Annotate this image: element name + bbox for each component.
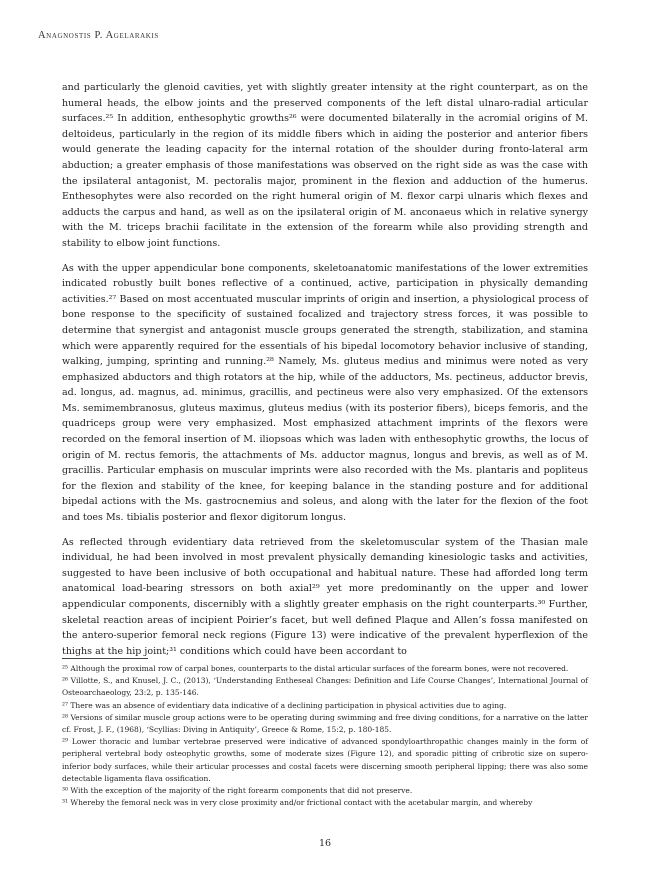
footnote: ²⁸ Versions of similar muscle group actions were to be operating during swimming and free diving conditions, for a narrative on the latter cf. Frost, J. F., (1968), ‘Scyllias: Diving in Antiquity’, Greece & Rome, 15:2, p. 180-185. [62, 712, 588, 735]
running-head: Anagnostis P. Agelarakis [38, 30, 159, 41]
footnote: ²⁵ Although the proximal row of carpal bones, counterparts to the distal articular surfaces of the forearm bones, were not recovered. [62, 664, 569, 673]
footnotes [62, 663, 588, 809]
page-number: 16 [318, 838, 332, 849]
paragraph: As with the upper appendicular bone components, skeletoanatomic manifestations of the lower extremities indicated robustly built bones reflective of a continued, active, participation in physically demanding activities.²⁷ Based on most accentuated muscular imprints of origin and insertion, a physiological process of bone response to the specificity of sustained focalized and trajectory stress forces, it was possible to determine that synergist and antagonist muscle groups generated the strength, stabilization, and stamina which were apparently required for the essentials of his bipedal locomotory behavior inclusive of standing, walking, jumping, sprinting and running.²⁸ Namely, Ms. gluteus medius and minimus were noted as very emphasized abductors and thigh rotators at the hip, while of the adductors, Ms. pectineus, adductor brevis, ad. longus, ad. magnus, ad. minimus, gracillis, and pectineus were also very emphasized. Of the extensors Ms. semimembranosus, gluteus maximus, gluteus medius (with its posterior fibers), biceps femoris, and the quadriceps group were very emphasized. Most emphasized attachment imprints of the flexors were recorded on the femoral insertion of M. iliopsoas which was laden with enthesophytic growths, the locus of origin of M. rectus femoris, the attachments of Ms. adductor magnus, longus and brevis, as well as of M. gracillis. Particular emphasis on muscular imprints were also recorded with the Ms. plantaris and popliteus for the flexion and stability of the knee, for keeping balance in the standing posture and for additional bipedal actions with the Ms. gastrocnemius and soleus, and along with the later for the flexion of the foot and toes Ms. tibialis posterior and flexor digitorum longus. [62, 262, 588, 524]
footnote: ²⁹ Lower thoracic and lumbar vertebrae preserved were indicative of advanced spondyloarthropathic changes mainly in the form of peripheral vertebral body osteophytic growths, some of moderate sizes (Figure 12), and sporadic pitting of cribrotic size on supero-inferior body surfaces, while their articular processes and costal facets were discerning smooth peripheral lipping; there was also some detectable ligamenta flava ossification. [62, 737, 588, 783]
paragraph: As reflected through evidentiary data retrieved from the skeletomuscular system of the Thasian male individual, he had been involved in most prevalent physically demanding kinesiologic tasks and activities, suggested to have been inclusive of both occupational and habitual nature. These had afforded long term anatomical load-bearing stressors on both axial²⁹ yet more predominantly on the upper and lower appendicular components, discernibly with a slightly greater emphasis on the right counterparts.³⁰ Further, skeletal reaction areas of incipient Poirier’s facet, but well defined Plaque and Allen’s fossa manifested on the antero-superior femoral neck regions (Figure 13) were indicative of the prevalent hyperflexion of the thighs at the hip joint;³¹ conditions which could have been accordant to [62, 536, 588, 657]
footnote: ²⁷ There was an absence of evidentiary data indicative of a declining participation in physical activities due to aging. [62, 700, 507, 710]
footnote: ³¹ Whereby the femoral neck was in very close proximity and/or frictional contact with the acetabular margin, and whereby [62, 798, 533, 808]
footnote: ³⁰ With the exception of the majority of the right forearm components that did not preserve. [62, 786, 413, 796]
footnote-divider [62, 658, 148, 659]
footnote: ²⁶ Villotte, S., and Knusel, J. C., (2013), ‘Understanding Entheseal Changes: Definition and Life Course Changes’, International Journal of Osteoarchaeology, 23:2, p. 135-146. [62, 676, 588, 698]
main-text [62, 80, 588, 668]
paragraph: and particularly the glenoid cavities, yet with slightly greater intensity at the right counterpart, as on the humeral heads, the elbow joints and the preserved components of the left distal ulnaro-radial articular surfaces.²⁵ In addition, enthesophytic growths²⁶ were documented bilaterally in the acromial origins of M. deltoideus, particularly in the region of its middle fibers which in aiding the posterior and anterior fibers would generate the leading capacity for the internal rotation of the shoulder during fronto-lateral arm abduction; a greater emphasis of those manifestations was observed on the right side as was the case with the ipsilateral antagonist, M. pectoralis major, prominent in the flexion and adduction of the humerus. Enthesophytes were also recorded on the right humeral origin of M. flexor carpi ulnaris which flexes and adducts the carpus and hand, as well as on the ipsilateral origin of M. anconaeus which in relative synergy with the M. triceps brachii facilitate in the extension of the forearm while also providing strength and stability to elbow joint functions. [62, 82, 588, 249]
